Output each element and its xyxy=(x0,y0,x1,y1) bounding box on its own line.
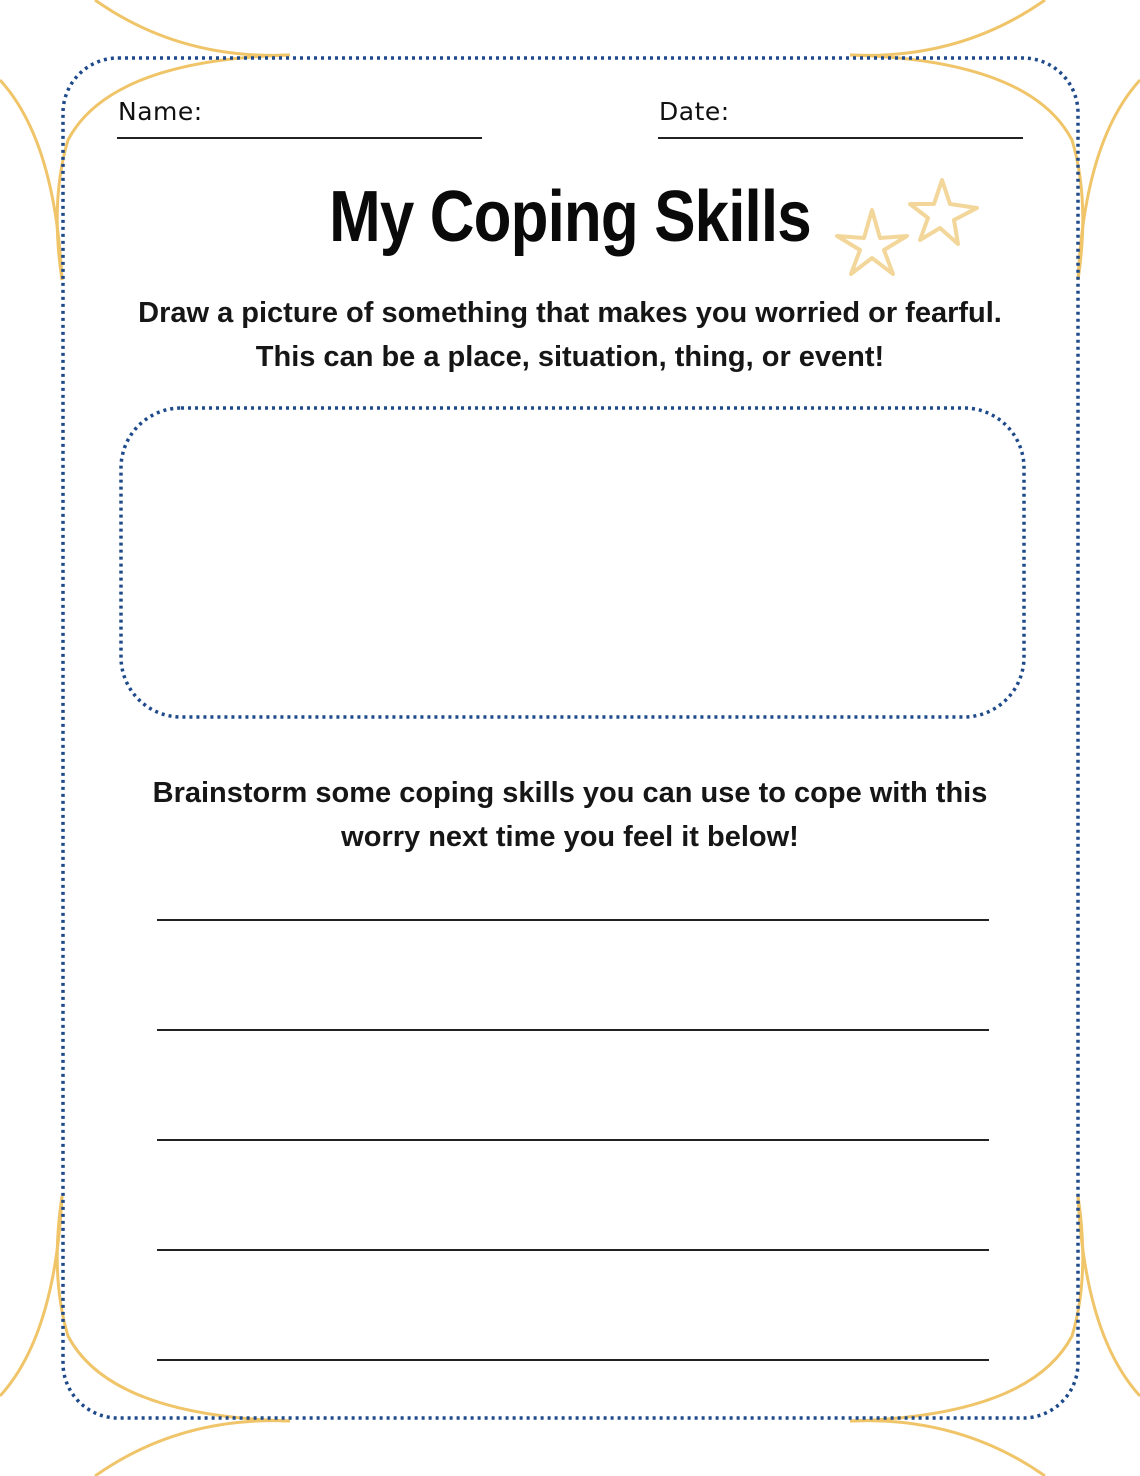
page-title: My Coping Skills xyxy=(329,177,811,257)
name-field[interactable] xyxy=(117,137,482,139)
outer-dotted-border xyxy=(63,58,1078,1418)
answer-line[interactable] xyxy=(157,1249,989,1251)
draw-instruction: Draw a picture of something that makes you worried or fearful. This can be a place, situation, thing, or event! xyxy=(138,297,1002,373)
brainstorm-instruction: Brainstorm some coping skills you can use to cope with this worry next time you feel it below! xyxy=(152,777,988,853)
answer-line[interactable] xyxy=(157,919,989,921)
answer-line[interactable] xyxy=(157,1139,989,1141)
drawing-box[interactable] xyxy=(121,408,1024,717)
date-field[interactable] xyxy=(658,137,1023,139)
date-label: Date: xyxy=(659,97,730,126)
answer-line[interactable] xyxy=(157,1029,989,1031)
answer-line[interactable] xyxy=(157,1359,989,1361)
name-label: Name: xyxy=(118,97,203,126)
star-icon xyxy=(910,180,977,244)
